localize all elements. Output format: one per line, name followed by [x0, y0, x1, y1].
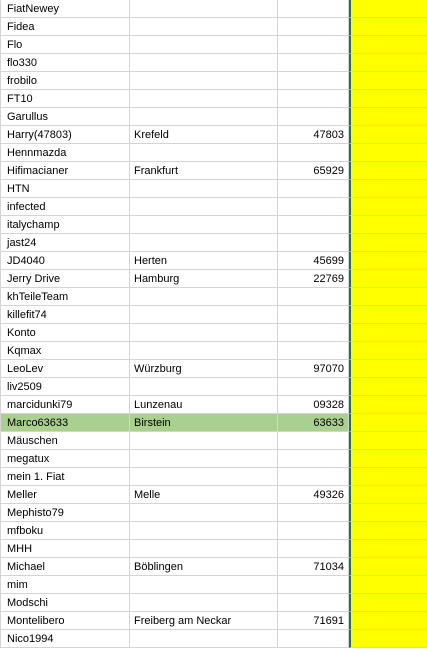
cell-highlighted[interactable] — [349, 576, 427, 594]
cell-city[interactable] — [130, 144, 278, 162]
cell-postal-code[interactable]: 63633 — [278, 414, 349, 432]
cell-highlighted[interactable] — [349, 378, 427, 396]
cell-city[interactable] — [130, 108, 278, 126]
cell-postal-code[interactable]: 71691 — [278, 612, 349, 630]
cell-city[interactable] — [130, 468, 278, 486]
cell-username[interactable]: mim — [0, 576, 130, 594]
cell-highlighted[interactable] — [349, 360, 427, 378]
cell-username[interactable]: Konto — [0, 324, 130, 342]
cell-postal-code[interactable] — [278, 198, 349, 216]
cell-city[interactable] — [130, 234, 278, 252]
cell-username[interactable]: Garullus — [0, 108, 130, 126]
cell-postal-code[interactable]: 47803 — [278, 126, 349, 144]
cell-username[interactable]: mein 1. Fiat — [0, 468, 130, 486]
table-row[interactable] — [0, 468, 427, 486]
table-row[interactable] — [0, 198, 427, 216]
cell-city[interactable] — [130, 450, 278, 468]
cell-city[interactable] — [130, 198, 278, 216]
table-row[interactable] — [0, 180, 427, 198]
cell-city[interactable]: Frankfurt — [130, 162, 278, 180]
cell-postal-code[interactable]: 65929 — [278, 162, 349, 180]
cell-highlighted[interactable] — [349, 396, 427, 414]
cell-city[interactable]: Herten — [130, 252, 278, 270]
cell-postal-code[interactable] — [278, 378, 349, 396]
cell-highlighted[interactable] — [349, 144, 427, 162]
cell-username[interactable]: mfboku — [0, 522, 130, 540]
cell-postal-code[interactable] — [278, 72, 349, 90]
cell-highlighted[interactable] — [349, 450, 427, 468]
cell-username[interactable]: Hennmazda — [0, 144, 130, 162]
table-row[interactable] — [0, 18, 427, 36]
table-row[interactable] — [0, 72, 427, 90]
cell-username[interactable]: marcidunki79 — [0, 396, 130, 414]
cell-postal-code[interactable] — [278, 54, 349, 72]
cell-city[interactable] — [130, 180, 278, 198]
cell-username[interactable]: flo330 — [0, 54, 130, 72]
table-row[interactable] — [0, 360, 427, 378]
cell-postal-code[interactable] — [278, 36, 349, 54]
cell-highlighted[interactable] — [349, 468, 427, 486]
cell-highlighted[interactable] — [349, 540, 427, 558]
cell-username[interactable]: Marco63633 — [0, 414, 130, 432]
table-row[interactable] — [0, 558, 427, 576]
cell-username[interactable]: Mäuschen — [0, 432, 130, 450]
cell-highlighted[interactable] — [349, 90, 427, 108]
table-row[interactable] — [0, 342, 427, 360]
cell-postal-code[interactable]: 09328 — [278, 396, 349, 414]
table-row[interactable] — [0, 126, 427, 144]
table-row[interactable] — [0, 252, 427, 270]
cell-username[interactable]: liv2509 — [0, 378, 130, 396]
cell-city[interactable] — [130, 342, 278, 360]
cell-username[interactable]: megatux — [0, 450, 130, 468]
table-row[interactable] — [0, 396, 427, 414]
cell-city[interactable] — [130, 594, 278, 612]
table-row[interactable] — [0, 540, 427, 558]
cell-username[interactable]: jast24 — [0, 234, 130, 252]
cell-postal-code[interactable] — [278, 576, 349, 594]
cell-highlighted[interactable] — [349, 306, 427, 324]
cell-highlighted[interactable] — [349, 612, 427, 630]
cell-city[interactable] — [130, 306, 278, 324]
cell-highlighted[interactable] — [349, 108, 427, 126]
cell-username[interactable]: Flo — [0, 36, 130, 54]
cell-username[interactable]: italychamp — [0, 216, 130, 234]
cell-username[interactable]: Harry(47803) — [0, 126, 130, 144]
cell-username[interactable]: Montelibero — [0, 612, 130, 630]
cell-city[interactable] — [130, 288, 278, 306]
cell-highlighted[interactable] — [349, 630, 427, 648]
cell-city[interactable] — [130, 216, 278, 234]
cell-username[interactable]: killefit74 — [0, 306, 130, 324]
table-row[interactable] — [0, 144, 427, 162]
cell-city[interactable]: Böblingen — [130, 558, 278, 576]
cell-postal-code[interactable] — [278, 234, 349, 252]
cell-postal-code[interactable] — [278, 108, 349, 126]
cell-postal-code[interactable] — [278, 504, 349, 522]
table-row[interactable] — [0, 162, 427, 180]
cell-username[interactable]: Hifimacianer — [0, 162, 130, 180]
cell-postal-code[interactable] — [278, 306, 349, 324]
cell-highlighted[interactable] — [349, 234, 427, 252]
table-row[interactable] — [0, 90, 427, 108]
cell-postal-code[interactable] — [278, 288, 349, 306]
cell-city[interactable] — [130, 630, 278, 648]
cell-highlighted[interactable] — [349, 72, 427, 90]
table-row[interactable] — [0, 108, 427, 126]
table-row[interactable] — [0, 378, 427, 396]
table-row[interactable] — [0, 216, 427, 234]
cell-username[interactable]: FiatNewey — [0, 0, 130, 18]
cell-city[interactable] — [130, 432, 278, 450]
cell-city[interactable] — [130, 90, 278, 108]
cell-city[interactable]: Lunzenau — [130, 396, 278, 414]
cell-postal-code[interactable] — [278, 468, 349, 486]
cell-username[interactable]: Mephisto79 — [0, 504, 130, 522]
cell-highlighted[interactable] — [349, 486, 427, 504]
cell-username[interactable]: Fidea — [0, 18, 130, 36]
cell-username[interactable]: khTeileTeam — [0, 288, 130, 306]
cell-username[interactable]: JD4040 — [0, 252, 130, 270]
cell-highlighted[interactable] — [349, 270, 427, 288]
cell-highlighted[interactable] — [349, 522, 427, 540]
cell-highlighted[interactable] — [349, 216, 427, 234]
cell-highlighted[interactable] — [349, 126, 427, 144]
cell-postal-code[interactable] — [278, 630, 349, 648]
table-row[interactable] — [0, 54, 427, 72]
table-row[interactable] — [0, 234, 427, 252]
cell-postal-code[interactable] — [278, 18, 349, 36]
cell-city[interactable]: Birstein — [130, 414, 278, 432]
cell-username[interactable]: HTN — [0, 180, 130, 198]
table-row[interactable] — [0, 414, 427, 432]
table-row[interactable] — [0, 630, 427, 648]
cell-city[interactable] — [130, 36, 278, 54]
table-row[interactable] — [0, 450, 427, 468]
cell-city[interactable] — [130, 72, 278, 90]
cell-username[interactable]: Jerry Drive — [0, 270, 130, 288]
cell-highlighted[interactable] — [349, 54, 427, 72]
table-row[interactable] — [0, 306, 427, 324]
table-row[interactable] — [0, 486, 427, 504]
table-row[interactable] — [0, 0, 427, 18]
cell-city[interactable] — [130, 522, 278, 540]
cell-postal-code[interactable] — [278, 216, 349, 234]
cell-postal-code[interactable]: 97070 — [278, 360, 349, 378]
cell-postal-code[interactable] — [278, 540, 349, 558]
cell-username[interactable]: Nico1994 — [0, 630, 130, 648]
cell-city[interactable] — [130, 0, 278, 18]
cell-highlighted[interactable] — [349, 414, 427, 432]
cell-username[interactable]: frobilo — [0, 72, 130, 90]
table-row[interactable] — [0, 324, 427, 342]
cell-highlighted[interactable] — [349, 162, 427, 180]
cell-city[interactable] — [130, 576, 278, 594]
cell-highlighted[interactable] — [349, 198, 427, 216]
cell-postal-code[interactable] — [278, 522, 349, 540]
cell-username[interactable]: MHH — [0, 540, 130, 558]
cell-city[interactable] — [130, 324, 278, 342]
cell-highlighted[interactable] — [349, 18, 427, 36]
table-row[interactable] — [0, 270, 427, 288]
cell-postal-code[interactable] — [278, 0, 349, 18]
cell-username[interactable]: FT10 — [0, 90, 130, 108]
cell-city[interactable]: Krefeld — [130, 126, 278, 144]
cell-highlighted[interactable] — [349, 180, 427, 198]
cell-highlighted[interactable] — [349, 288, 427, 306]
cell-city[interactable]: Freiberg am Neckar — [130, 612, 278, 630]
cell-highlighted[interactable] — [349, 594, 427, 612]
cell-postal-code[interactable]: 45699 — [278, 252, 349, 270]
cell-username[interactable]: Kqmax — [0, 342, 130, 360]
cell-city[interactable] — [130, 54, 278, 72]
cell-highlighted[interactable] — [349, 0, 427, 18]
cell-postal-code[interactable]: 71034 — [278, 558, 349, 576]
cell-highlighted[interactable] — [349, 36, 427, 54]
cell-highlighted[interactable] — [349, 324, 427, 342]
cell-postal-code[interactable] — [278, 432, 349, 450]
cell-postal-code[interactable] — [278, 180, 349, 198]
cell-highlighted[interactable] — [349, 252, 427, 270]
cell-city[interactable]: Melle — [130, 486, 278, 504]
cell-city[interactable]: Hamburg — [130, 270, 278, 288]
cell-highlighted[interactable] — [349, 504, 427, 522]
cell-username[interactable]: Modschi — [0, 594, 130, 612]
cell-username[interactable]: infected — [0, 198, 130, 216]
table-row[interactable] — [0, 36, 427, 54]
cell-username[interactable]: Michael — [0, 558, 130, 576]
cell-postal-code[interactable]: 49326 — [278, 486, 349, 504]
cell-postal-code[interactable] — [278, 324, 349, 342]
cell-city[interactable]: Würzburg — [130, 360, 278, 378]
cell-city[interactable] — [130, 378, 278, 396]
cell-city[interactable] — [130, 504, 278, 522]
cell-city[interactable] — [130, 540, 278, 558]
cell-postal-code[interactable] — [278, 90, 349, 108]
cell-postal-code[interactable]: 22769 — [278, 270, 349, 288]
cell-postal-code[interactable] — [278, 342, 349, 360]
table-row[interactable] — [0, 576, 427, 594]
cell-postal-code[interactable] — [278, 594, 349, 612]
table-row[interactable] — [0, 522, 427, 540]
cell-username[interactable]: Meller — [0, 486, 130, 504]
table-row[interactable] — [0, 594, 427, 612]
table-row[interactable] — [0, 288, 427, 306]
cell-highlighted[interactable] — [349, 558, 427, 576]
cell-city[interactable] — [130, 18, 278, 36]
table-row[interactable] — [0, 612, 427, 630]
cell-highlighted[interactable] — [349, 342, 427, 360]
table-row[interactable] — [0, 504, 427, 522]
cell-postal-code[interactable] — [278, 144, 349, 162]
table-row[interactable] — [0, 432, 427, 450]
cell-postal-code[interactable] — [278, 450, 349, 468]
cell-highlighted[interactable] — [349, 432, 427, 450]
cell-username[interactable]: LeoLev — [0, 360, 130, 378]
